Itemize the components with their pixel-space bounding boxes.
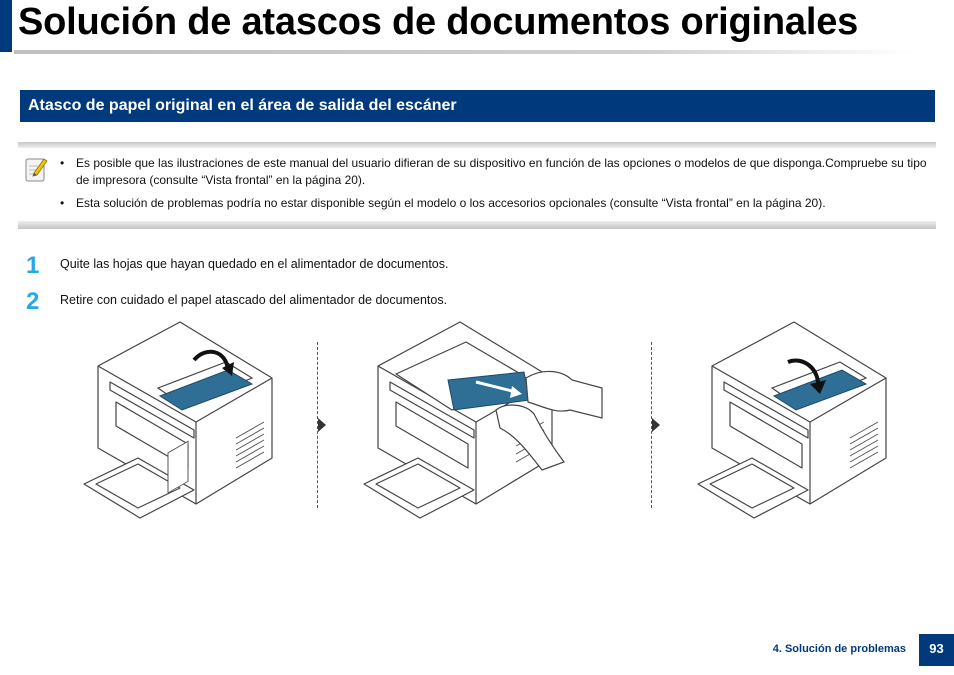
sequence-arrow-icon bbox=[652, 418, 660, 432]
footer-chapter: 4. Solución de problemas bbox=[772, 643, 906, 655]
step-1 bbox=[0, 252, 700, 280]
title-accent-bar bbox=[0, 0, 12, 52]
note-item bbox=[60, 155, 938, 189]
printer-close-adf-illustration bbox=[690, 318, 890, 530]
note-item bbox=[60, 195, 938, 212]
note-item-text: Es posible que las ilustraciones de este manual del usuario difieran de su dispositivo en función de las opciones o modelos de que disponga.Compruebe su tipo de impresora (consulte “Vista frontal” en la página 20). bbox=[76, 156, 927, 187]
note-top-rule bbox=[18, 142, 936, 148]
title-rule bbox=[14, 50, 914, 54]
note-list bbox=[60, 155, 938, 218]
page-number-badge: 93 bbox=[919, 634, 954, 666]
section-header bbox=[20, 90, 935, 122]
step-number: 1 bbox=[26, 252, 40, 279]
note-pencil-icon bbox=[24, 155, 48, 183]
page-title: Solución de atascos de documentos originales bbox=[18, 1, 859, 43]
printer-open-adf-illustration bbox=[76, 318, 276, 530]
note-bottom-rule bbox=[18, 221, 936, 229]
note-item-text: Esta solución de problemas podría no estar disponible según el modelo o los accesorios opcionales (consulte “Vista frontal” en la página 20). bbox=[76, 196, 826, 210]
sequence-arrow-icon bbox=[318, 418, 326, 432]
step-number: 2 bbox=[26, 288, 40, 315]
step-text: Retire con cuidado el papel atascado del alimentador de documentos. bbox=[60, 293, 448, 307]
note-bullet: • bbox=[60, 156, 65, 170]
hands-pulling-paper-illustration bbox=[356, 318, 606, 530]
step-text: Quite las hojas que hayan quedado en el alimentador de documentos. bbox=[60, 257, 449, 271]
step-2 bbox=[0, 288, 700, 316]
note-bullet: • bbox=[60, 196, 65, 210]
section-title: Atasco de papel original en el área de salida del escáner bbox=[28, 97, 457, 114]
